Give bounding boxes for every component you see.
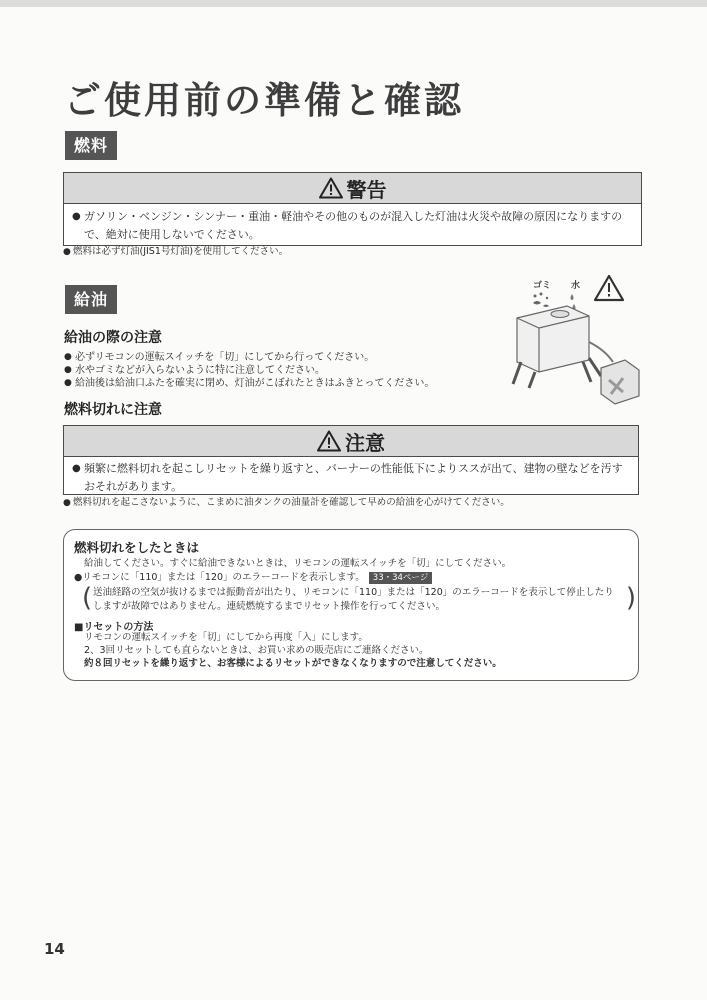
refuel-precautions-list	[64, 351, 434, 390]
reset-warning: 約８回リセットを繰り返すと、お客様によるリセットができなくなりますので注意してください。	[84, 658, 502, 669]
warning-heading: 警告	[346, 177, 387, 202]
warning-body: ● ガソリン・ベンジン・シンナー・重油・軽油やその他のものが混入した灯油は火災や故障の原因になりますの で、絶対に使用しないでください。	[64, 204, 641, 248]
caution-triangle-icon	[317, 430, 341, 452]
fuel-out-note-text: 燃料切れを起こさないように、こまめに油タンクの油量計を確認して早めの給油を心がけてください。	[73, 497, 510, 508]
list-item: ● 給油後は給油口ふたを確実に閉め、灯油がこぼれたときはふきとってください。	[64, 378, 435, 389]
dust-icon	[533, 293, 549, 308]
fuel-note-text: 燃料は必ず灯油(JIS1号灯油)を使用してください。	[73, 246, 289, 257]
warning-text-line2: で、絶対に使用しないでください。	[84, 228, 260, 241]
caution-header	[64, 426, 638, 457]
section-tab-refuel: 給油	[65, 285, 117, 314]
warning-text-line1: ガソリン・ベンジン・シンナー・重油・軽油やその他のものが混入した灯油は火災や故障の原因になりますの	[84, 210, 623, 223]
refuel-illustration	[505, 272, 645, 412]
fuel-out-procedure-box	[63, 529, 639, 681]
procedure-paren-line1: 送油経路の空気が抜けるまでは振動音が出たり、リモコンに「110」または「120」のエラーコードを表示して停止したり	[93, 587, 614, 598]
list-item: ● 必ずリモコンの運転スイッチを「切」にしてから行ってください。	[64, 352, 375, 363]
page-top-edge	[0, 0, 707, 7]
caution-text-line2: おそれがあります。	[84, 480, 183, 493]
refuel-precautions-heading: 給油の際の注意	[64, 330, 162, 346]
page-reference-badge: 33・34ページ	[369, 572, 432, 584]
reset-step2: 2、3回リセットしても直らないときは、お買い求めの販売店にご連絡ください。	[84, 645, 429, 656]
caution-box	[63, 425, 639, 495]
procedure-parenthetical: ( 送油経路の空気が抜けるまでは振動音が出たり、リモコンに「110」または「120」のエラーコードを表示して停止したり しますが故障ではありません。連続燃焼するまでリセット操作を行ってください。 )	[82, 583, 636, 613]
illustration-label-water: 水	[571, 281, 581, 291]
tank-illustration	[505, 272, 645, 412]
fuel-can-icon	[601, 360, 639, 404]
fuel-note: ● 燃料は必ず灯油(JIS1号灯油)を使用してください。	[63, 246, 289, 257]
procedure-paren-line2: しますが故障ではありません。連続燃焼するまでリセット操作を行ってください。	[93, 601, 445, 612]
warning-box	[63, 172, 642, 246]
procedure-line1: 給油してください。すぐに給油できないときは、リモコンの運転スイッチを「切」にしてください。	[84, 558, 512, 569]
list-item: ● 水やゴミなどが入らないように特に注意してください。	[64, 365, 325, 376]
caution-text-line1: 頻繁に燃料切れを起こしリセットを繰り返すと、バーナーの性能低下によりススが出て、建物の壁などを汚す	[84, 462, 623, 475]
illustration-label-dust: ゴミ	[533, 281, 552, 291]
oil-tank-icon	[513, 306, 613, 388]
fuel-out-note: ● 燃料切れを起こさないように、こまめに油タンクの油量計を確認して早めの給油を心がけてください。	[63, 497, 510, 508]
procedure-line2: ●リモコンに「110」または「120」のエラーコードを表示します。 33・34ページ	[74, 571, 432, 585]
caution-heading: 注意	[345, 430, 385, 455]
fuel-out-heading: 燃料切れに注意	[64, 402, 162, 418]
warning-header	[64, 173, 641, 204]
caution-body: ● 頻繁に燃料切れを起こしリセットを繰り返すと、バーナーの性能低下によりススが出て、建物の壁などを汚す おそれがあります。	[64, 457, 638, 500]
reset-method-heading: ■リセットの方法	[74, 622, 154, 633]
procedure-heading: 燃料切れをしたときは	[74, 540, 200, 555]
reset-step1: リモコンの運転スイッチを「切」にしてから再度「入」にします。	[84, 632, 368, 643]
warning-triangle-icon	[595, 276, 623, 300]
warning-triangle-icon	[319, 177, 343, 199]
section-tab-fuel: 燃料	[65, 131, 117, 160]
page-number: 14	[44, 940, 65, 958]
page-title: ご使用前の準備と確認	[64, 79, 464, 122]
